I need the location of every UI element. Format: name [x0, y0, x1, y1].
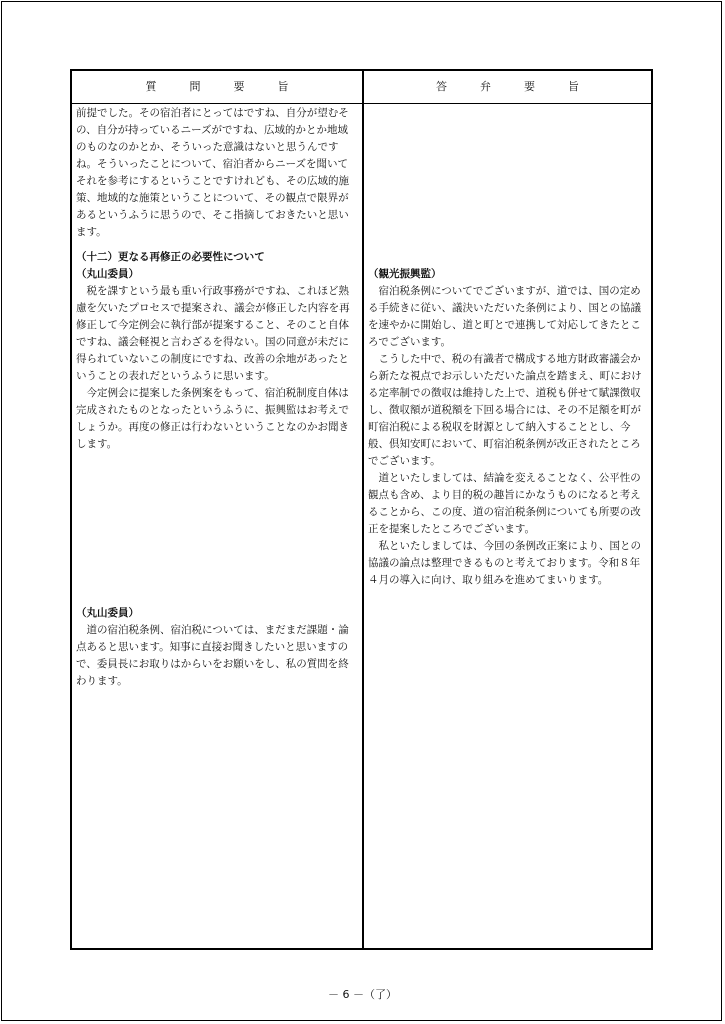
- question-text-block-1: [76, 105, 360, 241]
- text-line: 宿泊税条例についてでございますが、道では、国の定め: [368, 285, 641, 297]
- text-line: いうことの表れだというふうに思います。: [76, 370, 275, 382]
- text-line: しょうか。再度の修正は行わないということなのかお聞き: [76, 421, 349, 433]
- text-line: 今定例会に提案した条例案をもって、宿泊税制度自体は: [76, 387, 349, 399]
- answer-summary-header: 答 弁 要 旨: [436, 80, 579, 93]
- text-line: 般、倶知安町において、町宿泊税条例が改正されたところ: [368, 438, 641, 450]
- answer-column: [368, 105, 649, 948]
- text-line: します。: [76, 438, 118, 450]
- text-line: ろでございます。: [368, 336, 452, 348]
- text-line: 正を提案したところでございます。: [368, 523, 536, 535]
- text-line: し、徴収額が道税額を下回る場合には、その不足額を町が: [368, 404, 641, 416]
- text-line: 慮を欠いたプロセスで提案され、議会が修正した内容を再: [76, 302, 350, 314]
- text-line: ね。そういったことについて、宿泊者からニーズを聞いて: [76, 158, 349, 170]
- text-line: ることから、この度、道の宿泊税条例についても所要の改: [368, 506, 641, 518]
- text-line: の、自分が持っているニーズがですね、広域的かとか地域: [76, 124, 349, 136]
- section-heading: （十二）更なる再修正の必要性について: [76, 251, 265, 263]
- text-line: で、委員長にお取りはからいをお願いをし、私の質問を終: [76, 658, 349, 670]
- question-column: [76, 105, 360, 948]
- text-line: 完成されたものとなったというふうに、振興監はお考えで: [76, 404, 349, 416]
- text-line: 修正して今定例会に執行部が提案すること、そのこと自体: [76, 319, 349, 331]
- text-line: わります。: [76, 675, 128, 687]
- text-line: のものなのかとか、そういった意識はないと思うんです: [76, 141, 339, 153]
- qa-table: [70, 69, 653, 950]
- text-line: 協議の論点は整理できるものと考えております。令和８年: [368, 557, 641, 569]
- speaker-label: （観光振興監）: [368, 268, 442, 280]
- speaker-label: （丸山委員）: [76, 268, 139, 280]
- question-summary-header: 質 問 要 旨: [145, 80, 289, 93]
- answer-text-block: [368, 266, 649, 589]
- text-line: 観点も含め、より目的税の趣旨にかなうものになると考え: [368, 489, 641, 501]
- text-line: 道の宿泊税条例、宿泊税については、まだまだ課題・論: [76, 624, 349, 636]
- text-line: あるというふうに思うので、そこ指摘しておきたいと思い: [76, 209, 349, 221]
- text-line: 前提でした。その宿泊者にとってはですね、自分が望むそ: [76, 107, 349, 119]
- text-line: ます。: [76, 226, 107, 238]
- text-line: る手続きに従い、議決いただいた条例により、国との協議: [368, 302, 641, 314]
- text-line: それを参考にするということですけれども、その広域的施: [76, 175, 349, 187]
- speaker-label: （丸山委員）: [76, 607, 139, 619]
- text-line: 点あると思います。知事に直接お聞きしたいと思いますの: [76, 641, 349, 653]
- question-section-2: [76, 249, 360, 453]
- text-line: 道といたしましては、結論を変えることなく、公平性の: [368, 472, 641, 484]
- text-line: 私といたしましては、今回の条例改正案により、国との: [368, 540, 641, 552]
- text-line: ら新たな視点でお示しいただいた論点を踏まえ、町におけ: [368, 370, 642, 382]
- column-divider: [362, 71, 364, 948]
- text-line: 町宿泊税による税収を財源として納入することとし、今: [368, 421, 631, 433]
- text-line: でございます。: [368, 455, 441, 467]
- text-line: る定率制での徴収は維持した上で、道税も併せて賦課徴収: [368, 387, 641, 399]
- text-line: ４月の導入に向け、取り組みを進めてまいります。: [368, 574, 609, 586]
- text-line: ですね、議会軽視と言わざるを得ない。国の同意が未だに: [76, 336, 349, 348]
- text-line: を速やかに開始し、道と町とで連携して対応してきたとこ: [368, 319, 641, 331]
- text-line: こうした中で、税の有識者で構成する地方財政審議会か: [368, 353, 641, 365]
- text-line: 得られていないこの制度にですね、改善の余地があったと: [76, 353, 349, 365]
- page-number: － 6 －（了）: [328, 988, 397, 1001]
- text-line: 策、地域的な施策ということについて、その観点で限界が: [76, 192, 349, 204]
- text-line: 税を課すという最も重い行政事務がですね、これほど熟: [76, 285, 349, 297]
- question-section-3: [76, 605, 360, 690]
